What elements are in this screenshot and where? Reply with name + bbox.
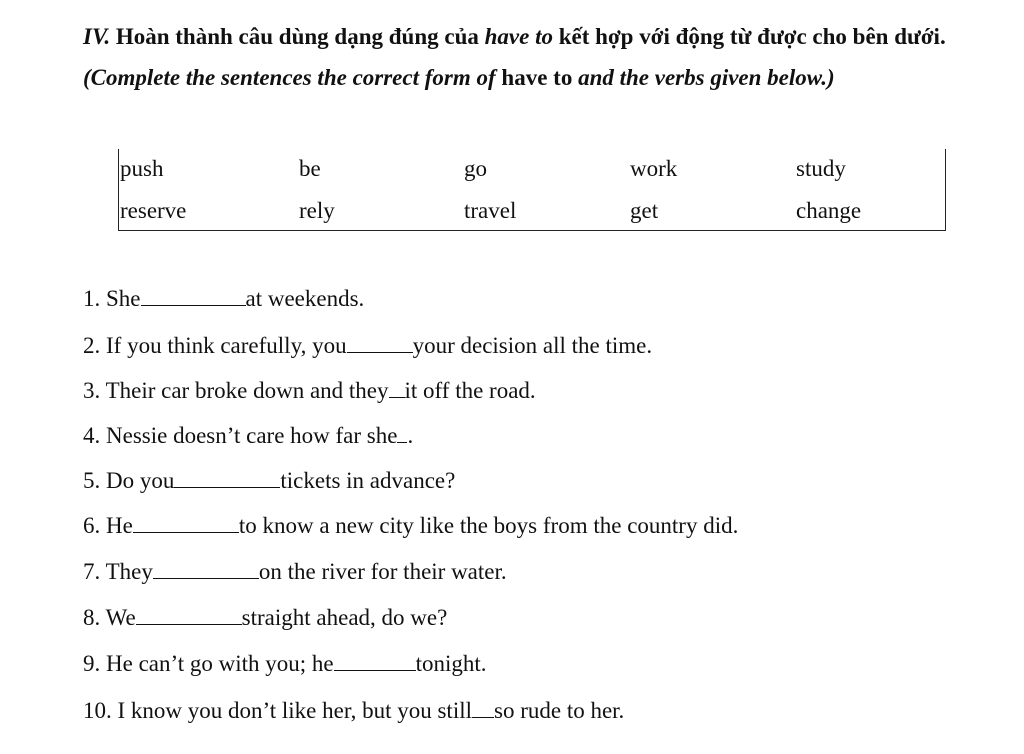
sentence-10: 10. I know you don’t like her, but you still so rude to her.: [83, 698, 625, 723]
word-push: push: [120, 156, 164, 181]
answer-blank[interactable]: [174, 467, 280, 488]
sentence-6: 6. He to know a new city like the boys from the country did.: [83, 513, 739, 538]
answer-blank[interactable]: [334, 650, 416, 671]
answer-blank[interactable]: [136, 604, 242, 625]
word-go: go: [464, 156, 487, 181]
sentence-8: 8. We straight ahead, do we?: [83, 605, 448, 630]
exercise-heading: IV. Hoàn thành câu dùng dạng đúng của have to kết hợp với động từ được cho bên dưới. (Complete the sentences the correct form of have to and the verbs given below.): [83, 24, 946, 90]
word-row-2: [119, 198, 945, 230]
answer-blank[interactable]: [153, 558, 259, 579]
sentence-2: 2. If you think carefully, you your decision all the time.: [83, 333, 653, 358]
answer-blank[interactable]: [472, 697, 494, 718]
word-change: change: [796, 198, 862, 223]
sentence-7: 7. They on the river for their water.: [83, 559, 507, 584]
word-work: work: [630, 156, 678, 181]
answer-blank[interactable]: [347, 332, 413, 353]
sentence-9: 9. He can’t go with you; he tonight.: [83, 651, 487, 676]
word-rely: rely: [299, 198, 335, 223]
answer-blank[interactable]: [141, 285, 246, 306]
answer-blank[interactable]: [133, 512, 239, 533]
sentence-3: 3. Their car broke down and they it off the road.: [83, 378, 536, 403]
word-get: get: [630, 198, 659, 223]
answer-blank[interactable]: [397, 422, 407, 443]
exercise-number: IV.: [83, 24, 111, 49]
sentence-1: 1. She at weekends.: [83, 286, 365, 311]
sentence-4: 4. Nessie doesn’t care how far she .: [83, 423, 414, 448]
answer-blank[interactable]: [389, 377, 405, 398]
word-reserve: reserve: [120, 198, 187, 223]
word-study: study: [796, 156, 846, 181]
word-be: be: [299, 156, 321, 181]
sentence-5: 5. Do you tickets in advance?: [83, 468, 456, 493]
word-travel: travel: [464, 198, 517, 223]
verb-word-box: [118, 149, 946, 231]
word-row-1: [119, 156, 945, 188]
